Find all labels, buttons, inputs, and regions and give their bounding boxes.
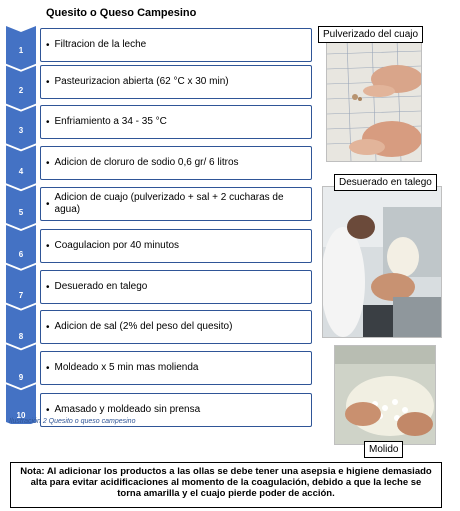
step-6-text: Coagulacion por 40 minutos <box>54 240 180 251</box>
photo-label-milling: Molido <box>364 441 403 458</box>
step-8-text: Adicion de sal (2% del peso del quesito) <box>54 321 233 332</box>
step-7 <box>40 270 312 304</box>
bullet: • <box>46 321 50 333</box>
bullet: • <box>46 76 50 88</box>
step-number-10: 10 <box>16 411 26 420</box>
step-2 <box>40 65 312 99</box>
bullet: • <box>46 281 50 293</box>
step-9 <box>40 351 312 385</box>
step-chevron <box>6 265 36 309</box>
step-2-text: Pasteurizacion abierta (62 °C x 30 min) <box>54 76 229 87</box>
milling-image <box>335 346 435 444</box>
step-number-1: 1 <box>18 46 24 55</box>
note-box: Nota: Al adicionar los productos a las ollas se debe tener una asepsia e higiene demasiado alta para evitar acidificaciones al momento de la coagulación, debido a que la leche se torna amarilla y el cuajo pierde poder de acción. <box>10 462 442 508</box>
photo-milling <box>334 345 436 445</box>
step-1 <box>40 28 312 62</box>
whey-draining-image <box>323 187 441 337</box>
step-number-9: 9 <box>18 373 24 382</box>
step-number-6: 6 <box>18 250 24 259</box>
bullet: • <box>46 116 50 128</box>
bullet: • <box>46 39 50 51</box>
step-number-5: 5 <box>18 208 24 217</box>
step-number-7: 7 <box>18 291 24 300</box>
step-3-text: Enfriamiento a 34 - 35 °C <box>54 116 167 127</box>
photo-whey-draining <box>322 186 442 338</box>
figure-caption: Ilustración 2 Quesito o queso campesino <box>9 418 136 425</box>
step-1-text: Filtracion de la leche <box>54 39 147 50</box>
step-chevron <box>6 225 36 269</box>
step-4 <box>40 146 312 180</box>
photo-rennet-powder <box>326 38 422 162</box>
rennet-powder-image <box>327 39 421 161</box>
bullet: • <box>46 157 50 169</box>
step-4-text: Adicion de cloruro de sodio 0,6 gr/ 6 litros <box>54 157 239 168</box>
diagram-title: Quesito o Queso Campesino <box>46 7 197 19</box>
step-7-text: Desuerado en talego <box>54 281 148 292</box>
bullet: • <box>46 362 50 374</box>
step-6 <box>40 229 312 263</box>
bullet: • <box>46 198 50 210</box>
step-10-text: Amasado y moldeado sin prensa <box>54 404 201 415</box>
step-number-2: 2 <box>18 86 24 95</box>
photo-label-rennet-powder: Pulverizado del cuajo <box>318 26 423 43</box>
step-number-3: 3 <box>18 126 24 135</box>
step-3 <box>40 105 312 139</box>
step-5 <box>40 187 312 221</box>
bullet: • <box>46 404 50 416</box>
step-chevron <box>6 305 36 349</box>
step-5-text: Adicion de cuajo (pulverizado + sal + 2 cucharas de agua) <box>54 192 284 215</box>
step-9-text: Moldeado x 5 min mas molienda <box>54 362 199 373</box>
step-number-4: 4 <box>18 167 24 176</box>
step-8 <box>40 310 312 344</box>
step-number-8: 8 <box>18 332 24 341</box>
bullet: • <box>46 240 50 252</box>
photo-label-whey-draining: Desuerado en talego <box>334 174 437 191</box>
